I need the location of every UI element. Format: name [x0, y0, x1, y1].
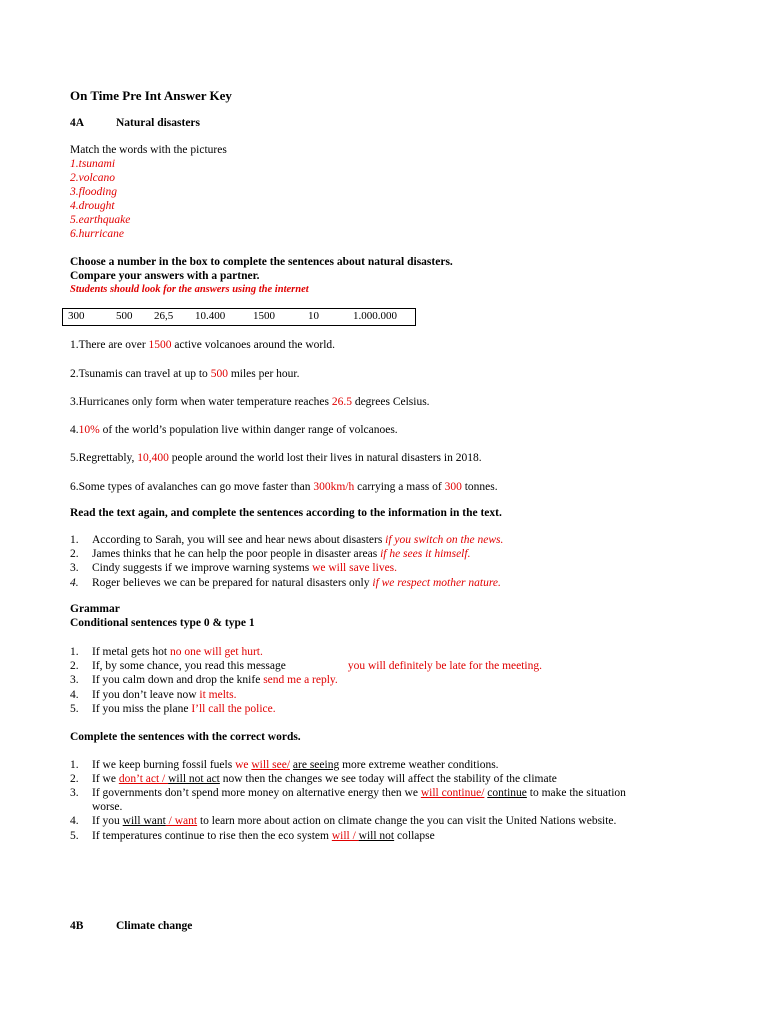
list-item: 1. According to Sarah, you will see and hear news about disasters if you switch on the news.: [70, 534, 504, 546]
list-item: 3. Cindy suggests if we improve warning systems we will save lives.: [70, 562, 398, 575]
fact-sentence: 1.There are over 1500 active volcanoes around the world.: [70, 339, 336, 351]
option-text: will want: [122, 815, 166, 828]
match-answer: 6.hurricane: [70, 228, 124, 240]
fact-answer: 500: [210, 368, 228, 380]
fact-answer: 10%: [78, 424, 100, 436]
section-4b-code: 4B: [70, 920, 84, 932]
section-4b-title: Climate change: [116, 920, 193, 932]
read-again-instruction: Read the text again, and complete the sentences according to the information in the text.: [70, 507, 502, 519]
match-answer: 4.drought: [70, 200, 115, 212]
compare-instruction: Compare your answers with a partner.: [70, 270, 260, 282]
list-item: 4. If you will want / want to learn more about action on climate change the you can visit the United Nations website.: [70, 815, 617, 828]
correct-words-instruction: Complete the sentences with the correct words.: [70, 731, 301, 743]
list-item: 5. If temperatures continue to rise then the eco system will / will not collapse: [70, 829, 435, 842]
fact-answer: 26.5: [331, 396, 352, 408]
list-item: 1. If we keep burning fossil fuels we will see/ are seeing more extreme weather conditions.: [70, 759, 499, 771]
fact-sentence: 2.Tsunamis can travel at up to 500 miles per hour.: [70, 368, 300, 380]
option-text: continue: [487, 787, 527, 800]
fact-answer: 1500: [148, 339, 172, 351]
match-instruction: Match the words with the pictures: [70, 144, 227, 156]
match-answer: 2.volcano: [70, 172, 116, 184]
answer-text: it melts.: [199, 688, 237, 701]
answer-text: if he sees it himself.: [380, 548, 471, 561]
fact-answer: 300km/h: [313, 481, 355, 493]
fact-sentence: 6.Some types of avalanches can go move faster than 300km/h carrying a mass of 300 tonnes.: [70, 481, 498, 493]
fact-sentence: 4.10% of the world’s population live within danger range of volcanoes.: [70, 424, 398, 436]
answer-text: if you switch on the news.: [385, 534, 504, 546]
list-item: 4. Roger believes we can be prepared for natural disasters only if we respect mother nature.: [70, 576, 501, 589]
option-text: will not: [358, 829, 395, 842]
box-number: 300: [68, 310, 85, 322]
read-again-list: [70, 533, 504, 590]
grammar-heading: Grammar: [70, 603, 120, 615]
fact-sentence: 3.Hurricanes only form when water temperature reaches 26.5 degrees Celsius.: [70, 396, 430, 408]
list-item: 4. If you don’t leave now it melts.: [70, 688, 237, 701]
option-text: will not act: [168, 773, 220, 786]
list-item: 2. James thinks that he can help the poor people in disaster areas if he sees it himself.: [70, 548, 471, 561]
continuation-text: worse.: [92, 801, 123, 814]
match-answer: 1.tsunami: [70, 158, 116, 170]
box-number: 26,5: [154, 310, 174, 322]
section-4a-code: 4A: [70, 117, 85, 129]
list-item: 1. If metal gets hot no one will get hurt.: [70, 646, 263, 658]
answer-text: you will definitely be late for the meeting.: [347, 660, 543, 673]
grammar-list: [70, 645, 543, 716]
list-item: 5. If you miss the plane I’ll call the police.: [70, 702, 276, 715]
number-box: [62, 308, 416, 326]
document-title: On Time Pre Int Answer Key: [70, 88, 232, 103]
answer-text: will /: [331, 829, 359, 842]
fact-answer: 10,400: [137, 452, 169, 464]
fact-answer: 300: [444, 481, 462, 493]
answer-text: send me a reply.: [263, 674, 338, 687]
grammar-subheading: Conditional sentences type 0 & type 1: [70, 617, 255, 629]
internet-note: Students should look for the answers using the internet: [70, 284, 309, 295]
option-text: are seeing: [292, 759, 340, 771]
box-number: 500: [116, 310, 133, 322]
answer-text: / want: [165, 815, 198, 828]
list-item: 3. If governments don’t spend more money on alternative energy then we will continue/ continue to make the situation worse.: [70, 787, 626, 814]
answer-text: I’ll call the police.: [191, 702, 276, 715]
answer-text: if we respect mother nature.: [372, 576, 501, 589]
answer-text: don’t act /: [118, 773, 169, 786]
section-4a-title: Natural disasters: [116, 117, 201, 129]
box-number: 10: [308, 310, 319, 322]
match-answer: 5.earthquake: [70, 214, 131, 226]
box-number: 1.000.000: [353, 310, 397, 322]
answer-text: will continue/: [420, 787, 485, 800]
answer-text: no one will get hurt.: [169, 646, 263, 658]
list-item: 3. If you calm down and drop the knife send me a reply.: [70, 674, 338, 687]
list-item: 2. If, by some chance, you read this message you will definitely be late for the meeting.: [70, 660, 543, 673]
answer-text: will see/: [251, 759, 291, 771]
fact-sentence: 5.Regrettably, 10,400 people around the world lost their lives in natural disasters in 2018.: [70, 452, 482, 464]
correct-words-list: [70, 758, 626, 843]
match-answer: 3.flooding: [70, 186, 117, 198]
choose-instruction: Choose a number in the box to complete the sentences about natural disasters.: [70, 256, 453, 268]
list-item: 2. If we don’t act / will not act now then the changes we see today will affect the stability of the climate: [70, 773, 557, 786]
box-number: 10.400: [195, 310, 226, 322]
box-number: 1500: [253, 310, 275, 322]
answer-text: we will save lives.: [312, 562, 398, 575]
